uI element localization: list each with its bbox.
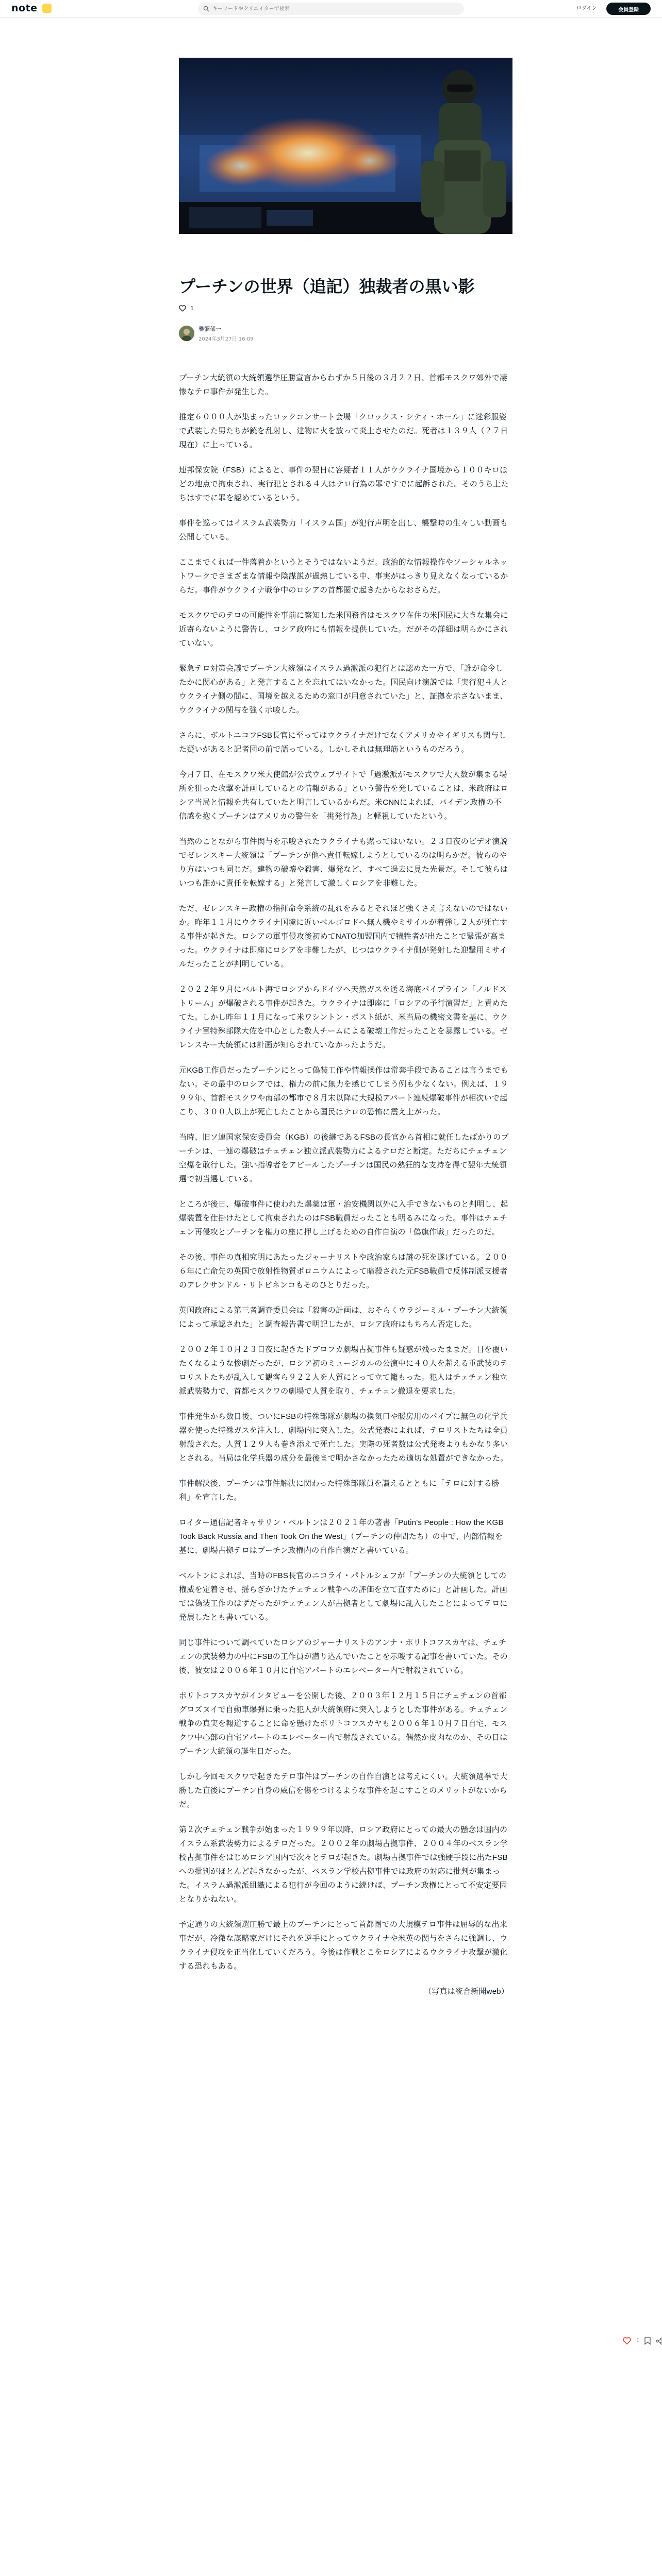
paragraph: ここまでくれば一件落着かというとそうではないようだ。政治的な情報操作やソーシャルネットワークでさまざまな情報や陰謀説が過熱している中、事実がはっきり見えなくなっているからだ。事件がウクライナ戦争中のロシアの首都圏で起きたからなおさらだ。 xyxy=(179,558,508,595)
article-body xyxy=(179,371,509,2010)
side-like-count: 1 xyxy=(636,2338,640,2344)
top-header xyxy=(0,0,662,18)
paragraph: 当然のことながら事件関与を示唆されたウクライナも黙ってはいない。２３日夜のビデオ演説でゼレンスキー大統領は「プーチンが他へ責任転嫁しようとしているのは明らかだ。彼らのやり方はいつも同じだ。建物の破壊や殺害、爆発など、すべて過去に見た光景だ。そして彼らはいつも誰かに責任を転嫁する」と発言して激しくロシアを非難した。 xyxy=(179,837,508,888)
paragraph: 当時、旧ソ連国家保安委員会（KGB）の後継であるFSBの長官から首相に就任したばかりのプーチンは、一連の爆破はチェチェン独立派武装勢力によるテロだと断定。ただちにチェチェン空爆を敢行した。強い指導者をアピールしたプーチンは国民の熱狂的な支持を得て翌年大統領選で初当選している。 xyxy=(179,1133,509,1183)
paragraph: ロイター通信記者キャサリン・ベルトンは２０２１年の著書「Putin's People : How the KGB Took Back Russia and Then Took On the West」（プーチンの仲間たち）の中で、内部情報を基に、劇場占拠テロはプーチン政権内の自作自演だと書いている。 xyxy=(179,1518,504,1555)
paragraph: 事件解決後、プーチンは事件解決に関わった特殊部隊員を讃えるとともに「テロに対する勝利」を宣言した。 xyxy=(179,1479,500,1502)
paragraph: ただ、ゼレンスキー政権の指揮命令系統の乱れをみるとそれほど強くさえ言えないのではないか。昨年１１月にウクライナ国境に近いベルゴロドへ無人機やミサイルが着弾し２人が死亡する事件が起きた。ロシアの軍事侵攻後初めてNATO加盟国内で犠牲者が出たことで緊張が高まった。ウクライナは即座にロシアを非難したが、じつはウクライナ側が発射した迎撃用ミサイルだったことが判明している。 xyxy=(179,904,508,969)
photo-credit: （写真は統合新聞web） xyxy=(424,1987,509,1996)
like-row xyxy=(179,305,194,312)
paragraph: 予定通りの大統領選圧勝で最上のプーチンにとって首都圏での大規模テロ事件は屈辱的な出来事だが、冷徹な謀略家だけにそれを逆手にとってウクライナや米英の関与をさらに強調し、ウクライナ侵攻を正当化していくだろう。今後は作戦とこをロシアによるウクライナ攻撃が激化する恐れもある。 xyxy=(179,1920,508,1971)
heart-icon[interactable] xyxy=(179,305,186,312)
author-avatar[interactable] xyxy=(179,326,194,341)
paragraph: 同じ事件について調べていたロシアのジャーナリストのアンナ・ポリトコフスカヤは、チェチェンの武装勢力の中にFSBの工作員が潜り込んでいたことを示唆する記事を書いていた。その後、彼女は２００６年１０月に自宅アパートのエレベーター内で射殺されている。 xyxy=(179,1638,508,1675)
author-name[interactable]: 雅彌郁一 xyxy=(198,326,221,332)
paragraph: プーチン大統領の大統領選挙圧勝宣言からわずか５日後の３月２２日、首都モスクワ郊外で凄惨なテロ事件が発生した。 xyxy=(179,374,508,396)
paragraph: 第２次チェチェン戦争が始まった１９９９年以降、ロシア政府にとっての最大の懸念は国内のイスラム系武装勢力によるテロだった。２００２年の劇場占拠事件、２００４年のベスラン学校占拠事件をはじめロシア国内で次々とテロが起きた。劇場占拠事件では強硬手段に出たFSBへの批判がほとんど起きなかったが、ベスラン学校占拠事件では政府の対応に批判が集まった。イスラム過激派組織による犯行が今回のように続けば、プーチン政権にとって不安定要因となりかねない。 xyxy=(179,1825,508,1904)
paragraph: 元KGB工作員だったプーチンにとって偽装工作や情報操作は常套手段であることは言うまでもない。その最中のロシアでは、権力の前に無力を感じてしまう例も少なくない。例えば、１９９９年、首都モスクワや南部の都市で８月末以降に大規模アパート連続爆破事件が相次いで起こり、３００人以上が死亡したことから国民はテロの恐怖に震え上がった。 xyxy=(179,1066,508,1116)
paragraph: 推定６０００人が集まったロックコンサート会場「クロックス・シティ・ホール」に迷彩服姿で武装した男たちが銃を乱射し、建物に火を放って炎上させたのだ。死者は１３９人（２７日現在）に上っている。 xyxy=(179,413,508,449)
paragraph: モスクワでのテロの可能性を事前に察知した米国務省はモスクワ在住の米国民に大きな集会に近寄らないように警告し、ロシア政府にも情報を提供していた。だがその詳細は明らかにされていない。 xyxy=(179,611,508,648)
hero-image xyxy=(179,58,512,234)
like-count: 1 xyxy=(190,305,194,312)
search-icon xyxy=(203,6,209,12)
paragraph: ところが後日、爆破事件に使われた爆薬は軍・治安機関以外に入手できないものと判明し、起爆装置を仕掛けたとして拘束されたのはFSB職員だったことも明るみになった。事件はチェチェン再侵攻とプーチンを権力の座に押し上げるための自作自演の「偽旗作戦」だったのだ。 xyxy=(179,1200,508,1236)
paragraph: 英国政府による第三者調査委員会は「殺害の計画は、おそらくウラジーミル・プーチン大統領によって承認された」と調査報告書で明記したが、ロシア政府はもちろん否定した。 xyxy=(179,1306,508,1329)
bookmark-icon[interactable] xyxy=(644,2337,651,2345)
paragraph: 連邦保安院（FSB）によると、事件の翌日に容疑者１１人がウクライナ国境から１００キロほどの地点で拘束され、実行犯とされる４人はテロ行為の罪ですでに起訴された。そのうち上たちはすでに罪を認めているという。 xyxy=(179,466,509,502)
article-title: プーチンの世界（追記）独裁者の黒い影 xyxy=(179,277,475,296)
paragraph: しかし今回モスクワで起きたテロ事件はプーチンの自作自演とは考えにくい。大統領選挙で大勝した直後にプーチン自身の威信を傷をつけるような事件を起こすことのメリットがないからだ。 xyxy=(179,1772,508,1809)
search-bar[interactable] xyxy=(198,3,464,15)
paragraph: ベルトンによれば、当時のFBS長官のニコライ・パトルシェフが「プーチンの大統領としての権威を定着させ、揺らぎかけたチェチェン戦争への評価を立て直すために」と計画した。計画では偽装工作のはずだったがチェチェン人が占拠者として劇場に乱入したことによってテロに発展したとも書いている。 xyxy=(179,1571,508,1622)
note-logo[interactable]: note xyxy=(11,3,38,14)
paragraph: その後、事件の真相究明にあたったジャーナリストや政治家らは謎の死を遂げている。２００６年に亡命先の英国で放射性物質ポロニウムによって暗殺された元FSB職員で反体制派支援者のアレクサンドル・リトビネンコもそのひとりだった。 xyxy=(179,1253,508,1290)
share-icon[interactable] xyxy=(656,2337,662,2345)
hero-photo-illustration xyxy=(179,58,512,234)
paragraph: 緊急テロ対策会議でプーチン大統領はイスラム過激派の犯行とは認めた一方で、「誰が命令したかに関心がある」と発言することを忘れてはいなかった。国民向け演説では「実行犯４人とウクライナ側の間に、国境を越えるための窓口が用意されていた」と、証拠を示さないまま、ウクライナの関与を強く示唆した。 xyxy=(179,664,508,715)
author-row xyxy=(179,325,254,342)
side-actions xyxy=(623,2337,662,2345)
post-date: 2024年3月27日 16:09 xyxy=(198,336,254,342)
paragraph: さらに、ボルトニコフFSB長官に至ってはウクライナだけでなくアメリカやイギリスも関与した疑いがあると記者団の前で語っている。しかしそれは無理筋というものだろう。 xyxy=(179,731,507,754)
search-input[interactable] xyxy=(212,6,455,12)
login-button[interactable]: ログイン xyxy=(571,4,602,14)
paragraph: ポリトコフスカヤがインタビューを公開した後、２００３年１２月１５日にチェチェンの首都グロズヌイで自動車爆弾に乗った犯人が大統領府に突入しようとした事件がある。チェチェン戦争の真実を報道することに命を懸けたポリトコフスカヤも２００６年１０月７日自宅、モスクワ中心部の自宅アパートのエレベーター内で射殺されている。偶然か皮肉なのか、その日はプーチン大統領の誕生日だった。 xyxy=(179,1691,508,1756)
paragraph: ２０２２年９月にバルト海でロシアからドイツへ天然ガスを送る海底パイプライン「ノルドストリーム」が爆破される事件が起きた。ウクライナは即座に「ロシアの予行演習だ」と責めたてた。しかし昨年１１月になって米ワシントン・ポスト紙が、米当局の機密文書を基に、ウクライナ軍特殊部隊大佐を中心とした数人チームによる破壊工作だったことを暴露している。ゼレンスキー大統領には計画が知らされていなかったようだ。 xyxy=(179,985,508,1049)
heart-icon[interactable] xyxy=(623,2337,631,2345)
paragraph: 事件発生から数日後、ついにFSBの特殊部隊が劇場の換気口や暖房用のパイプに無色の化学兵器を使った特殊ガスを注入し、劇場内に突入した。公式発表によれば、テロリストたちは全員射殺された。人質１２９人も巻き添えで死亡した。実際の死者数は公式発表よりもかなり多いとされる。当局は化学兵器の成分を最後まで明かさなかったため適切な処置ができなかった。 xyxy=(179,1412,508,1463)
paragraph: 今月７日、在モスクワ米大使館が公式ウェブサイトで「過激派がモスクワで大人数が集まる場所を狙った攻撃を計画しているとの情報がある」という警告を発していることは、米政府はロシア当局と情報を共有していたと明言しているからだ。米CNNによれば、バイデン政権の不信感を抱くプーチンはアメリカの警告を「挑発行為」と軽視していたという。 xyxy=(179,770,508,821)
mascot-icon xyxy=(42,4,52,13)
paragraph: 事件を巡ってはイスラム武装勢力「イスラム国」が犯行声明を出し、襲撃時の生々しい動画も公開している。 xyxy=(179,519,508,541)
signup-button[interactable]: 会員登録 xyxy=(606,3,651,15)
paragraph: ２００２年１０月２３日夜に起きたドブロフカ劇場占拠事件も疑惑が残ったままだ。目を覆いたくなるような惨劇だったが、ロシア初のミュージカルの公演中に４０人を超える重武装のテロリストたちが乱入して観客ら９２２人を人質にとって立て籠もった。犯人はチェチェン独立派武装勢力で、首都モスクワの劇場で人質を取り、チェチェン撤退を要求した。 xyxy=(179,1345,508,1396)
